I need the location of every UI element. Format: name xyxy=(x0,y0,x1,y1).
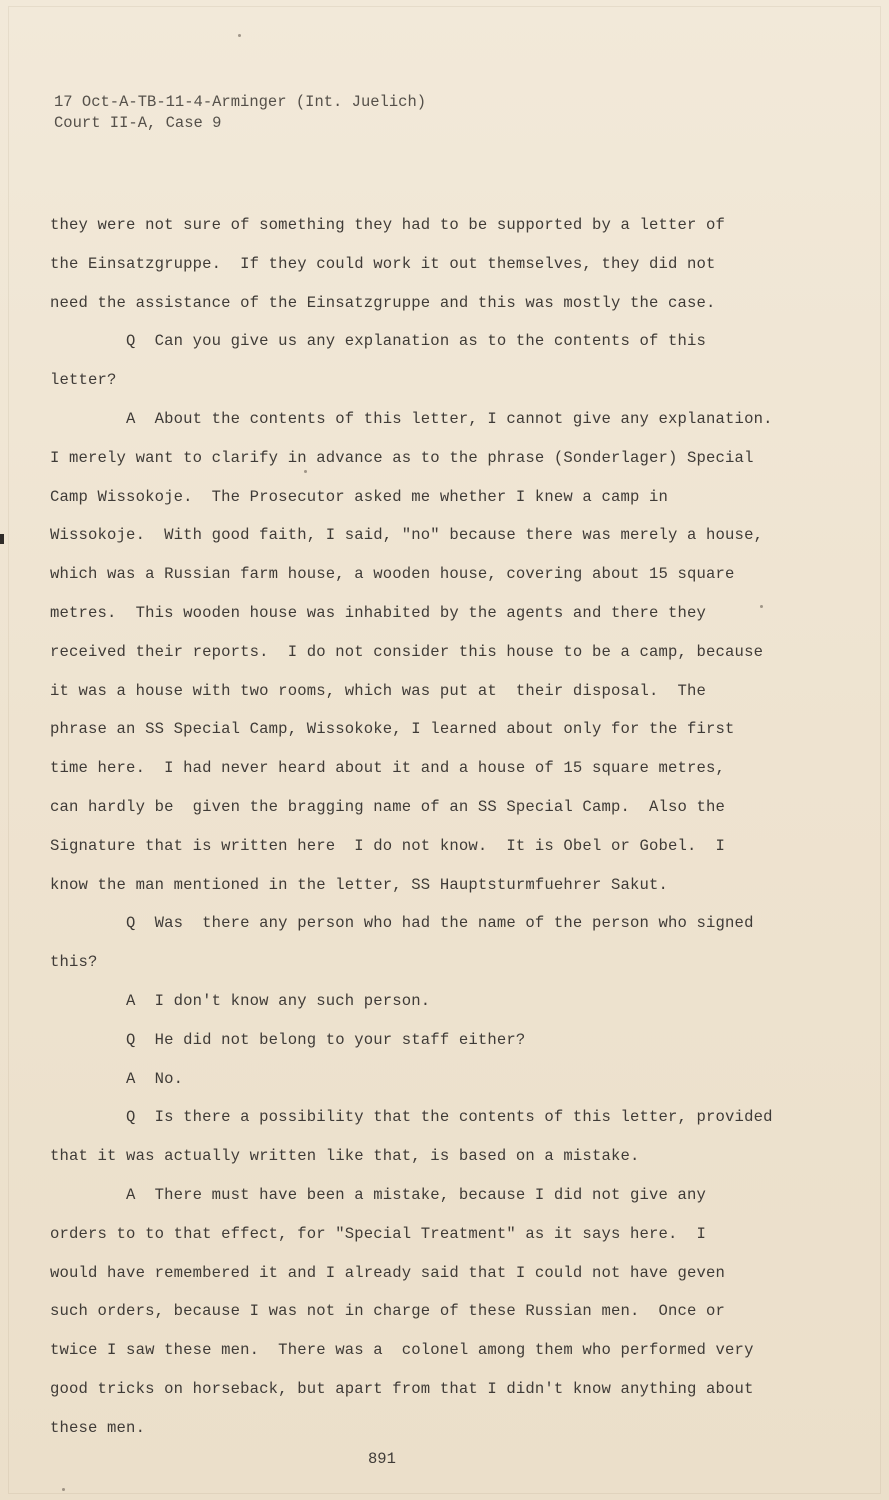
transcript-line: can hardly be given the bragging name of an SS Special Camp. Also the xyxy=(50,797,726,816)
transcript-line: twice I saw these men. There was a colonel among them who performed very xyxy=(50,1341,754,1360)
transcript-line: such orders, because I was not in charge of these Russian men. Once or xyxy=(50,1302,726,1321)
transcript-line: the Einsatzgruppe. If they could work it out themselves, they did not xyxy=(50,254,716,273)
header-line-court: Court II-A, Case 9 xyxy=(54,114,222,132)
transcript-line: letter? xyxy=(50,371,117,390)
transcript-line: that it was actually written like that, is based on a mistake. xyxy=(50,1147,640,1166)
transcript-line: need the assistance of the Einsatzgruppe and this was mostly the case. xyxy=(50,293,716,312)
transcript-line: which was a Russian farm house, a wooden house, covering about 15 square xyxy=(50,565,735,584)
transcript-line: this? xyxy=(50,953,98,972)
transcript-line: A I don't know any such person. xyxy=(50,991,431,1010)
transcript-line: A No. xyxy=(50,1069,184,1088)
document-header xyxy=(54,92,426,134)
paper-speck xyxy=(760,605,763,608)
transcript-line: Q Is there a possibility that the contents of this letter, provided xyxy=(50,1108,773,1127)
transcript-line: Camp Wissokoje. The Prosecutor asked me whether I knew a camp in xyxy=(50,487,669,506)
transcript-body xyxy=(50,206,790,1448)
transcript-line: these men. xyxy=(50,1418,146,1437)
transcript-line: I merely want to clarify in advance as to the phrase (Sonderlager) Special xyxy=(50,448,754,467)
transcript-line: would have remembered it and I already said that I could not have geven xyxy=(50,1263,726,1282)
transcript-line: time here. I had never heard about it and a house of 15 square metres, xyxy=(50,759,726,778)
transcript-line: Q Can you give us any explanation as to the contents of this xyxy=(50,332,707,351)
transcript-line: A About the contents of this letter, I cannot give any explanation. xyxy=(50,409,773,428)
transcript-line: it was a house with two rooms, which was put at their disposal. The xyxy=(50,681,707,700)
transcript-line: Wissokoje. With good faith, I said, "no" because there was merely a house, xyxy=(50,526,764,545)
transcript-line: know the man mentioned in the letter, SS Hauptsturmfuehrer Sakut. xyxy=(50,875,669,894)
transcript-line: metres. This wooden house was inhabited by the agents and there they xyxy=(50,603,707,622)
transcript-line: A There must have been a mistake, because I did not give any xyxy=(50,1185,707,1204)
transcript-line: orders to to that effect, for "Special Treatment" as it says here. I xyxy=(50,1224,707,1243)
paper-speck xyxy=(62,1488,65,1491)
header-line-case-ref: 17 Oct-A-TB-11-4-Arminger (Int. Juelich) xyxy=(54,93,427,111)
page-number: 891 xyxy=(368,1450,396,1468)
transcript-line: Q He did not belong to your staff either? xyxy=(50,1030,526,1049)
transcript-line: phrase an SS Special Camp, Wissokoke, I learned about only for the first xyxy=(50,720,735,739)
transcript-line: good tricks on horseback, but apart from that I didn't know anything about xyxy=(50,1379,754,1398)
paper-speck xyxy=(238,34,241,37)
transcript-line: Signature that is written here I do not know. It is Obel or Gobel. I xyxy=(50,836,726,855)
paper-speck xyxy=(304,470,307,473)
edge-mark xyxy=(0,534,4,544)
transcript-line: Q Was there any person who had the name of the person who signed xyxy=(50,914,754,933)
transcript-line: they were not sure of something they had to be supported by a letter of xyxy=(50,216,726,234)
transcript-line: received their reports. I do not consider this house to be a camp, because xyxy=(50,642,764,661)
